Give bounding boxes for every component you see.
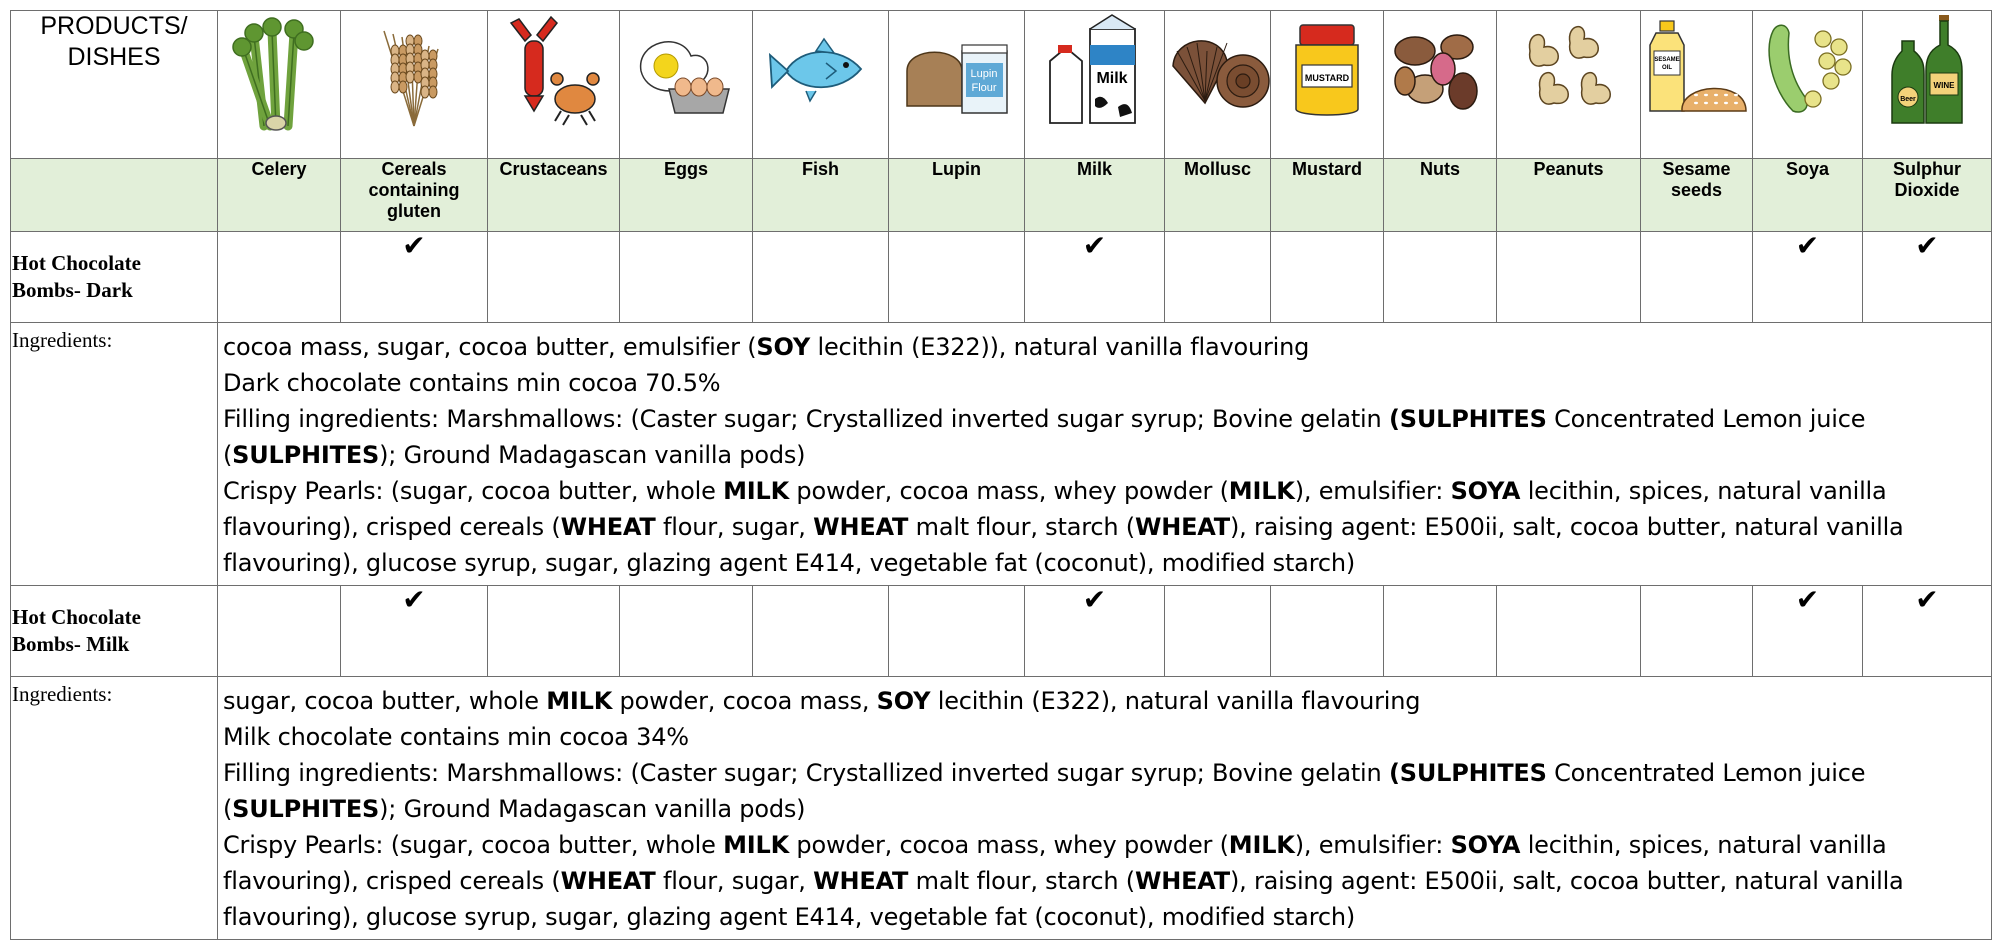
allergen-label-celery xyxy=(218,159,341,232)
allergen-check-cell xyxy=(1384,586,1497,677)
ingredients-paragraph xyxy=(223,473,1987,581)
milk-icon xyxy=(1040,11,1150,131)
allergen-check-cell xyxy=(1025,583,1165,677)
cereals-icon xyxy=(359,11,469,131)
product-name xyxy=(11,232,218,323)
svg-text:MUSTARD: MUSTARD xyxy=(1304,73,1350,83)
product-name-line: Hot Chocolate xyxy=(12,605,141,629)
ingredients-paragraph xyxy=(223,329,1987,365)
ingredient-text: sugar, cocoa butter, whole xyxy=(223,687,547,715)
checkmark-icon: ✔ xyxy=(1795,583,1820,616)
nuts-icon xyxy=(1385,11,1495,131)
allergen-label-mustard xyxy=(1271,159,1384,232)
icon-cell-celery xyxy=(218,11,341,159)
icon-row xyxy=(11,11,1992,159)
allergen-check-cell xyxy=(889,586,1025,677)
fish-icon xyxy=(766,11,876,131)
allergen-label-mollusc xyxy=(1165,159,1271,232)
icon-cell-cereals xyxy=(341,11,488,159)
icon-cell-mollusc xyxy=(1165,11,1271,159)
allergen-label-crustaceans xyxy=(488,159,620,232)
allergen-label-line: gluten xyxy=(387,201,441,221)
allergen-label-lupin xyxy=(889,159,1025,232)
allergen-label-line: Nuts xyxy=(1420,159,1460,179)
product-name xyxy=(11,586,218,677)
ingredient-text: Concentrated Lemon juice ( xyxy=(223,759,1866,823)
allergen-label-line: Celery xyxy=(251,159,307,179)
icon-cell-eggs xyxy=(620,11,753,159)
ingredients-paragraph xyxy=(223,755,1987,827)
checkmark-icon: ✔ xyxy=(1082,229,1107,262)
allergen-label-line: Mustard xyxy=(1291,159,1362,179)
ingredient-text: Crispy Pearls: (sugar, cocoa butter, whole xyxy=(223,477,724,505)
allergen-label-line: Crustaceans xyxy=(499,159,608,179)
icon-cell-sulphur-dioxide xyxy=(1863,11,1992,159)
ingredients-paragraph xyxy=(223,719,1987,755)
icon-cell-crustaceans xyxy=(488,11,620,159)
allergen-check-cell xyxy=(488,232,620,323)
allergen-check-cell xyxy=(341,583,488,677)
svg-text:WINE: WINE xyxy=(1933,81,1955,90)
header-blank-cell xyxy=(11,159,218,232)
allergen-label-line: Sulphur xyxy=(1893,159,1961,179)
checkmark-icon: ✔ xyxy=(1082,583,1107,616)
allergen-highlight: WHEAT xyxy=(1134,513,1230,541)
allergen-check-cell xyxy=(1497,232,1641,323)
allergen-check-cell xyxy=(753,232,889,323)
ingredient-text: lecithin, spices, natural vanilla flavouring), crisped cereals ( xyxy=(223,831,1887,895)
ingredient-text: flour, sugar, xyxy=(655,867,814,895)
allergen-check-cell xyxy=(753,586,889,677)
ingredient-text: Filling ingredients: Marshmallows: (Caster sugar; Crystallized inverted sugar syrup; Bovine gelatin xyxy=(223,405,1389,433)
allergen-label-sulphur-dioxide xyxy=(1863,159,1992,232)
allergen-check-cell xyxy=(1165,586,1271,677)
allergen-check-cell xyxy=(1025,229,1165,323)
ingredient-text: ), raising agent: E500ii, salt, cocoa butter, natural vanilla flavouring), glucose syrup, sugar, glazing agent E414, vegetable fat (coconut), modified starch) xyxy=(223,513,1904,577)
checkmark-icon: ✔ xyxy=(402,583,426,616)
allergen-label-cereals xyxy=(341,159,488,232)
allergen-names-row xyxy=(11,159,1992,232)
allergen-highlight: WHEAT xyxy=(813,867,909,895)
ingredient-text: powder, cocoa mass, whey powder ( xyxy=(789,831,1229,859)
ingredient-text: Dark chocolate contains min cocoa 70.5% xyxy=(223,369,721,397)
svg-text:SESAME: SESAME xyxy=(1653,57,1680,63)
ingredients-paragraph xyxy=(223,827,1987,935)
peanuts-icon xyxy=(1514,11,1624,131)
ingredients-text xyxy=(218,323,1992,586)
icon-cell-peanuts xyxy=(1497,11,1641,159)
allergen-label-nuts xyxy=(1384,159,1497,232)
ingredients-label: Ingredients: xyxy=(11,677,218,940)
ingredient-text: lecithin (E322)), natural vanilla flavouring xyxy=(810,333,1310,361)
ingredient-text: malt flour, starch ( xyxy=(908,867,1135,895)
icon-cell-mustard xyxy=(1271,11,1384,159)
allergen-check-cell xyxy=(1863,229,1992,323)
ingredient-text: Filling ingredients: Marshmallows: (Caster sugar; Crystallized inverted sugar syrup; Bovine gelatin xyxy=(223,759,1389,787)
crustaceans-icon xyxy=(499,11,609,131)
allergen-label-line: Sesame seeds xyxy=(1662,159,1731,200)
allergen-highlight: WHEAT xyxy=(1134,867,1230,895)
ingredient-text: ), emulsifier: xyxy=(1294,477,1451,505)
allergen-label-line: containing xyxy=(368,180,460,200)
allergen-check-cell xyxy=(889,232,1025,323)
allergen-check-cell xyxy=(1165,232,1271,323)
svg-text:OIL: OIL xyxy=(1661,65,1672,71)
ingredient-text: Concentrated Lemon juice ( xyxy=(223,405,1866,469)
lupin-icon xyxy=(902,11,1012,131)
svg-text:Milk: Milk xyxy=(1095,70,1128,87)
allergen-highlight: SULPHITES xyxy=(232,795,380,823)
mollusc-icon xyxy=(1165,11,1275,131)
ingredient-text: ); Ground Madagascan vanilla pods) xyxy=(379,795,806,823)
allergen-highlight: SOYA xyxy=(1450,477,1521,505)
allergen-label-line: Dioxide xyxy=(1894,180,1960,200)
sesame-icon xyxy=(1642,11,1752,131)
allergen-label-soya xyxy=(1753,159,1863,232)
allergen-highlight: SULPHITES xyxy=(232,441,380,469)
allergen-highlight: MILK xyxy=(546,687,613,715)
icon-cell-milk xyxy=(1025,11,1165,159)
allergen-check-cell xyxy=(1641,232,1753,323)
allergen-label-line: Lupin xyxy=(932,159,981,179)
allergen-highlight: WHEAT xyxy=(560,867,656,895)
allergen-check-cell xyxy=(1641,586,1753,677)
allergen-check-cell xyxy=(620,586,753,677)
icon-cell-nuts xyxy=(1384,11,1497,159)
allergen-highlight: MILK xyxy=(1228,831,1295,859)
allergen-label-line: Milk xyxy=(1076,159,1112,179)
allergen-highlight: SOY xyxy=(756,333,811,361)
allergen-highlight: (SULPHITES xyxy=(1388,405,1547,433)
ingredient-text: cocoa mass, sugar, cocoa butter, emulsifier ( xyxy=(223,333,757,361)
product-name-line: Bombs- Milk xyxy=(12,632,130,656)
celery-icon xyxy=(224,11,334,131)
ingredient-text: powder, cocoa mass, xyxy=(612,687,877,715)
ingredient-text: ), raising agent: E500ii, salt, cocoa butter, natural vanilla flavouring), glucose syrup, sugar, glazing agent E414, vegetable fat (coconut), modified starch) xyxy=(223,867,1904,931)
ingredient-text: lecithin (E322), natural vanilla flavouring xyxy=(930,687,1421,715)
allergen-check-cell xyxy=(1863,583,1992,677)
checkmark-icon: ✔ xyxy=(1915,229,1939,262)
icon-cell-soya xyxy=(1753,11,1863,159)
ingredients-row xyxy=(11,677,1992,940)
allergen-check-cell xyxy=(620,232,753,323)
allergen-highlight: WHEAT xyxy=(560,513,656,541)
allergen-check-cell xyxy=(341,229,488,323)
allergen-label-line: Peanuts xyxy=(1533,159,1604,179)
allergen-label-line: Mollusc xyxy=(1183,159,1251,179)
ingredient-text: flour, sugar, xyxy=(655,513,814,541)
allergen-check-cell xyxy=(218,232,341,323)
product-name-line: Bombs- Dark xyxy=(12,278,133,302)
allergen-check-cell xyxy=(1753,583,1863,677)
ingredient-text: lecithin, spices, natural vanilla flavouring), crisped cereals ( xyxy=(223,477,1887,541)
title-line-2: DISHES xyxy=(67,43,161,71)
allergen-label-milk xyxy=(1025,159,1165,232)
checkmark-icon: ✔ xyxy=(1915,583,1939,616)
checkmark-icon: ✔ xyxy=(402,229,426,262)
allergen-check-cell xyxy=(1497,586,1641,677)
title-line-1: PRODUCTS/ xyxy=(40,12,188,40)
allergen-label-line: Soya xyxy=(1785,159,1830,179)
allergen-matrix xyxy=(10,10,1992,940)
allergen-highlight: SOYA xyxy=(1450,831,1521,859)
allergen-highlight: SOY xyxy=(876,687,931,715)
ingredient-text: Crispy Pearls: (sugar, cocoa butter, whole xyxy=(223,831,724,859)
soya-icon xyxy=(1753,11,1863,131)
checkmark-icon: ✔ xyxy=(1795,229,1820,262)
ingredient-text: ), emulsifier: xyxy=(1294,831,1451,859)
allergen-check-cell xyxy=(1753,229,1863,323)
allergen-highlight: WHEAT xyxy=(813,513,909,541)
product-row xyxy=(11,232,1992,323)
allergen-label-eggs xyxy=(620,159,753,232)
allergen-check-cell xyxy=(1271,232,1384,323)
allergen-highlight: MILK xyxy=(1228,477,1295,505)
sulphur-dioxide-icon xyxy=(1872,11,1982,131)
products-dishes-header xyxy=(11,11,218,159)
icon-cell-fish xyxy=(753,11,889,159)
ingredients-row xyxy=(11,323,1992,586)
allergen-check-cell xyxy=(218,586,341,677)
allergen-check-cell xyxy=(488,586,620,677)
eggs-icon xyxy=(631,11,741,131)
ingredients-paragraph xyxy=(223,683,1987,719)
svg-text:Flour: Flour xyxy=(970,82,997,94)
ingredient-text: Milk chocolate contains min cocoa 34% xyxy=(223,723,689,751)
mustard-icon xyxy=(1272,11,1382,131)
allergen-label-line: Fish xyxy=(801,159,839,179)
ingredient-text: ); Ground Madagascan vanilla pods) xyxy=(379,441,806,469)
allergen-label-peanuts xyxy=(1497,159,1641,232)
allergen-label-line: Cereals xyxy=(381,159,447,179)
ingredient-text: powder, cocoa mass, whey powder ( xyxy=(789,477,1229,505)
svg-text:Lupin: Lupin xyxy=(970,68,997,80)
product-name-line: Hot Chocolate xyxy=(12,251,141,275)
ingredients-paragraph xyxy=(223,365,1987,401)
svg-text:Beer: Beer xyxy=(1900,96,1916,103)
allergen-label-sesame xyxy=(1641,159,1753,232)
ingredient-text: malt flour, starch ( xyxy=(908,513,1135,541)
allergen-highlight: MILK xyxy=(723,477,789,505)
product-row xyxy=(11,586,1992,677)
allergen-highlight: MILK xyxy=(723,831,789,859)
allergen-check-cell xyxy=(1384,232,1497,323)
allergen-label-fish xyxy=(753,159,889,232)
ingredients-paragraph xyxy=(223,401,1987,473)
allergen-highlight: (SULPHITES xyxy=(1388,759,1547,787)
allergen-check-cell xyxy=(1271,586,1384,677)
allergen-label-line: Eggs xyxy=(663,159,708,179)
icon-cell-lupin xyxy=(889,11,1025,159)
icon-cell-sesame xyxy=(1641,11,1753,159)
ingredients-label: Ingredients: xyxy=(11,323,218,586)
ingredients-text xyxy=(218,677,1992,940)
